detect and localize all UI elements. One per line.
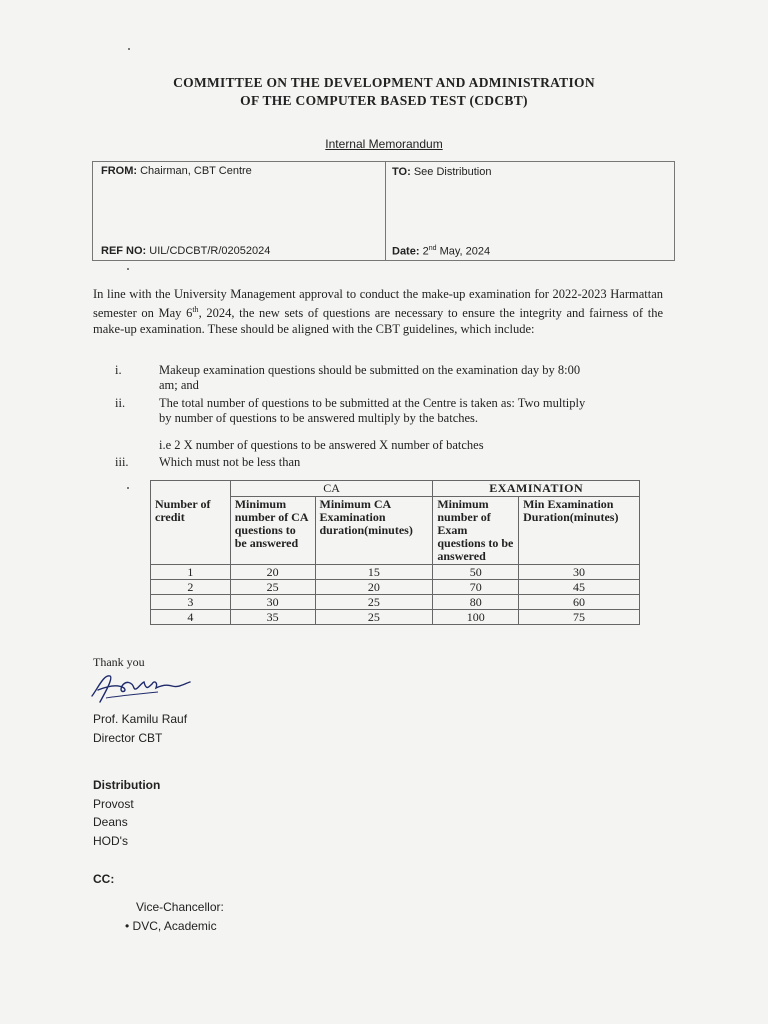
col-header-min-ca-questions: Minimum number of CA questions to be answered (230, 497, 315, 565)
list-number: iii. (115, 455, 129, 469)
header-divider (385, 162, 386, 260)
list-text (159, 438, 484, 453)
intro-paragraph (93, 286, 663, 337)
distribution-item: HOD's (93, 834, 128, 848)
table-cell: 45 (519, 580, 640, 595)
table-cell: 25 (230, 580, 315, 595)
table-cell: 20 (315, 580, 433, 595)
intro-part-2: , 2024, the new sets of questions are necessary to ensure the integrity and fairness of the make-up examination. These should be aligned with the CBT guidelines, which include: (93, 306, 663, 337)
list-line: Which must not be less than (159, 455, 301, 469)
list-text (159, 396, 585, 426)
distribution-label: Distribution (93, 778, 161, 792)
table-row (151, 610, 640, 625)
table-cell: 3 (151, 595, 231, 610)
cc-item: Vice-Chancellor: (136, 900, 224, 914)
heading-line-1: COMMITTEE ON THE DEVELOPMENT AND ADMINISTRATION (173, 75, 595, 90)
table-cell: 50 (433, 565, 519, 580)
table-group-row (151, 481, 640, 497)
col-header-min-exam-duration: Min Examination Duration(minutes) (519, 497, 640, 565)
col-header-min-exam-questions: Minimum number of Exam questions to be answered (433, 497, 519, 565)
table-group-blank (151, 481, 231, 497)
table-header-row (151, 497, 640, 565)
date-rest: May, 2024 (439, 245, 491, 258)
list-line: am; and (159, 378, 199, 392)
table-cell: 25 (315, 595, 433, 610)
table-cell: 1 (151, 565, 231, 580)
scan-speck (127, 268, 129, 270)
table-row (151, 595, 640, 610)
scan-speck (128, 48, 130, 50)
col-header-credit: Number of credit (151, 497, 231, 565)
table-row (151, 565, 640, 580)
memo-title: Internal Memorandum (325, 137, 443, 151)
table-cell: 70 (433, 580, 519, 595)
date-field (392, 245, 490, 258)
table-cell: 4 (151, 610, 231, 625)
intro-part-1: In line with the University Management approval to conduct the make-up examination for 2022-2023 Harmattan semester on May 6 (93, 287, 663, 321)
signatory-name: Prof. Kamilu Rauf (93, 712, 188, 726)
heading-line-2: OF THE COMPUTER BASED TEST (CDCBT) (240, 93, 528, 108)
distribution-item: Provost (93, 797, 134, 811)
list-line: i.e 2 X number of questions to be answered X number of batches (159, 438, 484, 452)
list-text (159, 363, 580, 393)
table-cell: 80 (433, 595, 519, 610)
list-number: i. (115, 363, 122, 377)
cc-item: DVC, Academic (132, 919, 217, 933)
from-field (101, 165, 252, 177)
table-cell: 25 (315, 610, 433, 625)
requirements-table (150, 480, 640, 625)
date-day: 2 (422, 245, 429, 258)
ref-value: UIL/CDCBT/R/02052024 (149, 245, 271, 257)
date-label: Date: (392, 245, 420, 258)
to-value: See Distribution (413, 166, 492, 178)
cc-bullet-item (125, 919, 217, 933)
table-cell: 30 (230, 595, 315, 610)
bullet-icon: • (125, 919, 130, 933)
signature-image (88, 668, 198, 708)
list-line: Makeup examination questions should be submitted on the examination day by 8:00 (159, 363, 581, 377)
table-cell: 2 (151, 580, 231, 595)
to-field (392, 166, 491, 178)
committee-heading (120, 74, 648, 110)
list-line: by number of questions to be answered multiply by the batches. (159, 411, 479, 425)
table-group-ca: CA (230, 481, 433, 497)
table-cell: 75 (519, 610, 640, 625)
distribution-item: Deans (93, 815, 128, 829)
cc-label: CC: (93, 872, 115, 886)
date-suffix: nd (428, 245, 437, 252)
table-cell: 100 (433, 610, 519, 625)
memo-header-box (92, 161, 675, 261)
ref-label: REF NO: (101, 245, 147, 257)
ref-field (101, 245, 270, 257)
table-cell: 30 (519, 565, 640, 580)
list-number: ii. (115, 396, 126, 410)
list-text (159, 455, 300, 470)
table-row (151, 580, 640, 595)
from-label: FROM: (101, 165, 138, 177)
scan-speck (127, 487, 129, 489)
list-line: The total number of questions to be submitted at the Centre is taken as: Two multiply (159, 396, 586, 410)
table-cell: 20 (230, 565, 315, 580)
table-cell: 60 (519, 595, 640, 610)
thank-you: Thank you (93, 655, 145, 669)
intro-sup: th (192, 305, 199, 314)
signatory-title: Director CBT (93, 731, 163, 745)
table-group-exam: EXAMINATION (433, 481, 640, 497)
col-header-min-ca-duration: Minimum CA Examination duration(minutes) (315, 497, 433, 565)
from-value: Chairman, CBT Centre (140, 165, 252, 177)
table-cell: 15 (315, 565, 433, 580)
table-cell: 35 (230, 610, 315, 625)
to-label: TO: (392, 166, 411, 178)
